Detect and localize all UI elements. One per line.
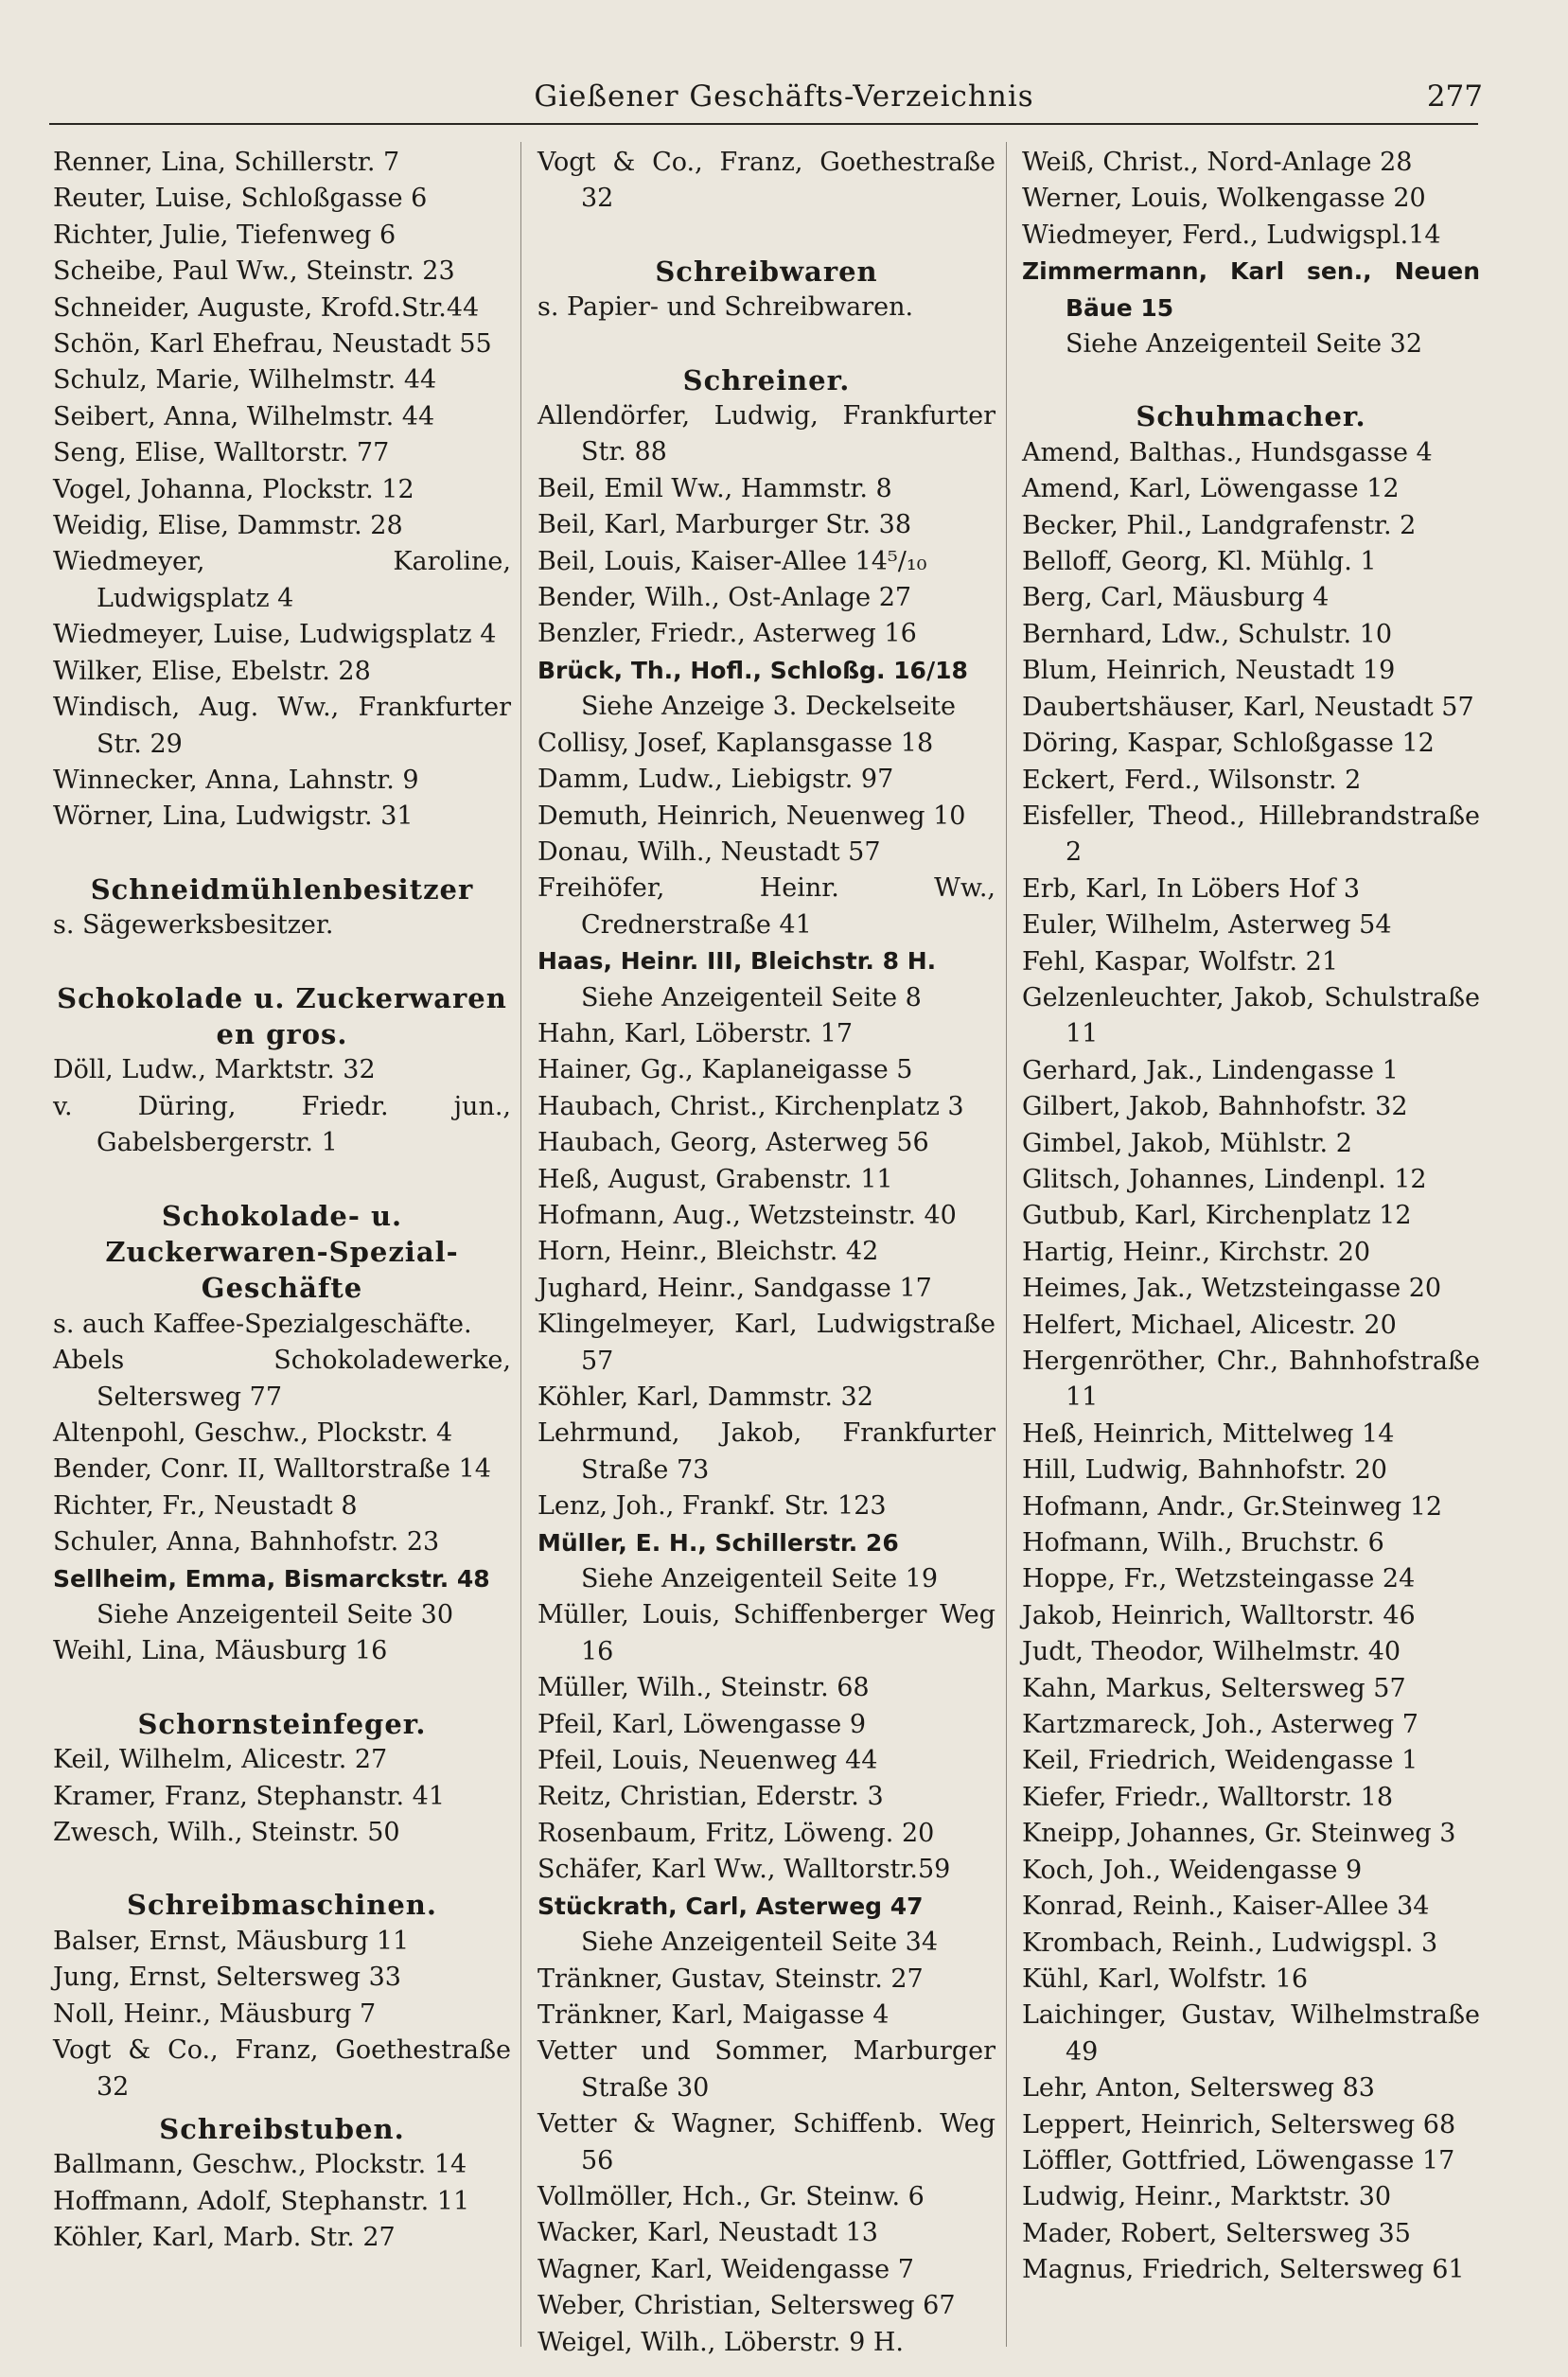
directory-entry: Hahn, Karl, Löberstr. 17 [537,1018,854,1048]
directory-entry: Wiedmeyer, Karoline, Ludwigsplatz 4 [53,547,511,613]
directory-entry: Köhler, Karl, Dammstr. 32 [537,1382,873,1412]
directory-entry: Euler, Wilhelm, Asterweg 54 [1022,910,1392,941]
cross-reference: s. Papier- und Schreibwaren. [537,292,914,323]
directory-entry: Donau, Wilh., Neustadt 57 [537,836,881,867]
directory-entry: Müller, Wilh., Steinstr. 68 [537,1673,870,1703]
directory-entry: Gutbub, Karl, Kirchenplatz 12 [1022,1201,1412,1231]
directory-entry: Lehrmund, Jakob, Frankfurter Straße 73 [537,1418,995,1485]
directory-entry: Zwesch, Wilh., Steinstr. 50 [53,1818,400,1848]
directory-entry: Berg, Carl, Mäusburg 4 [1022,583,1330,613]
directory-entry: Hofmann, Aug., Wetzsteinstr. 40 [537,1200,957,1230]
section-heading: Schokolade u. Zuckerwaren en gros. [57,981,507,1050]
directory-entry: Noll, Heinr., Mäusburg 7 [53,1998,377,2029]
directory-entry: Jung, Ernst, Seltersweg 33 [53,1963,401,1993]
directory-entry: Glitsch, Johannes, Lindenpl. 12 [1022,1164,1427,1194]
directory-entry: Abels Schokoladewerke, Seltersweg 77 [53,1346,511,1412]
directory-entry: Bender, Conr. II, Walltorstraße 14 [53,1454,491,1485]
section-heading: Schuhmacher. [1136,400,1366,433]
directory-entry: Blum, Heinrich, Neustadt 19 [1022,656,1396,686]
running-title: Gießener Geschäfts-Verzeichnis [534,79,1034,114]
advert-reference: Siehe Anzeigenteil Seite 32 [1066,329,1422,360]
directory-entry: Vogt & Co., Franz, Goethestraße 32 [537,148,995,214]
directory-entry: Amend, Balthas., Hundsgasse 4 [1022,437,1433,467]
directory-entry: Kühl, Karl, Wolfstr. 16 [1022,1963,1309,1994]
directory-entry: Kartzmareck, Joh., Asterweg 7 [1022,1710,1418,1740]
directory-entry: Tränkner, Karl, Maigasse 4 [537,1999,890,2030]
directory-entry: Heimes, Jak., Wetzsteingasse 20 [1022,1274,1442,1304]
directory-entry: Wiedmeyer, Luise, Ludwigsplatz 4 [53,620,497,650]
directory-entry: Renner, Lina, Schillerstr. 7 [53,148,400,177]
directory-entry: Seibert, Anna, Wilhelmstr. 44 [53,401,435,431]
directory-entry: Schneider, Auguste, Krofd.Str.44 [53,292,480,323]
directory-entry: Demuth, Heinrich, Neuenweg 10 [537,801,966,831]
directory-entry: Altenpohl, Geschw., Plockstr. 4 [53,1418,453,1448]
directory-entry: Koch, Joh., Weidengasse 9 [1022,1855,1363,1885]
directory-entry: Gimbel, Jakob, Mühlstr. 2 [1022,1128,1352,1158]
directory-entry: Hofmann, Wilh., Bruchstr. 6 [1022,1528,1384,1558]
directory-entry: Jakob, Heinrich, Walltorstr. 46 [1022,1600,1416,1630]
directory-entry: Hartig, Heinr., Kirchstr. 20 [1022,1237,1371,1267]
directory-entry: Kramer, Franz, Stephanstr. 41 [53,1781,446,1811]
directory-entry: Richter, Fr., Neustadt 8 [53,1490,358,1521]
directory-entry: Wiedmeyer, Ferd., Ludwigspl.14 [1022,220,1441,250]
directory-entry: Laichinger, Gustav, Wilhelmstraße 49 [1022,2000,1480,2067]
directory-entry: Bernhard, Ldw., Schulstr. 10 [1022,619,1393,649]
directory-entry: Collisy, Josef, Kaplansgasse 18 [537,728,934,758]
directory-entry: Bender, Wilh., Ost-Anlage 27 [537,583,912,613]
directory-entry: Döring, Kaspar, Schloßgasse 12 [1022,729,1435,759]
directory-entry: Schäfer, Karl Ww., Walltorstr.59 [537,1855,951,1885]
directory-entry: Hoppe, Fr., Wetzsteingasse 24 [1022,1564,1416,1594]
column-divider [520,142,521,2347]
directory-entry: Haubach, Christ., Kirchenplatz 3 [537,1091,964,1121]
directory-entry: Schuler, Anna, Bahnhofstr. 23 [53,1527,440,1558]
directory-entry: Ludwig, Heinr., Marktstr. 30 [1022,2182,1392,2212]
directory-entry: Erb, Karl, In Löbers Hof 3 [1022,873,1361,904]
directory-entry-highlighted: Haas, Heinr. III, Bleichstr. 8 H. [537,947,937,976]
directory-entry: Rosenbaum, Fritz, Löweng. 20 [537,1818,935,1848]
directory-entry: Schön, Karl Ehefrau, Neustadt 55 [53,329,492,360]
directory-entry: Pfeil, Louis, Neuenweg 44 [537,1746,878,1776]
header-rule [49,123,1478,125]
advert-reference: Siehe Anzeigenteil Seite 34 [581,1928,938,1958]
directory-entry: Benzler, Friedr., Asterweg 16 [537,619,917,649]
directory-entry: Jughard, Heinr., Sandgasse 17 [537,1273,932,1303]
advert-reference: Siehe Anzeigenteil Seite 8 [581,982,922,1012]
directory-entry: Horn, Heinr., Bleichstr. 42 [537,1237,879,1267]
directory-entry: Weihl, Lina, Mäusburg 16 [53,1636,388,1666]
directory-entry: Hainer, Gg., Kaplaneigasse 5 [537,1055,913,1085]
directory-entry: Windisch, Aug. Ww., Frankfurter Str. 29 [53,693,511,759]
directory-entry: Beil, Emil Ww., Hammstr. 8 [537,473,892,503]
directory-entry: Löffler, Gottfried, Löwengasse 17 [1022,2145,1455,2175]
page-number: 277 [1426,79,1483,114]
directory-entry: Werner, Louis, Wolkengasse 20 [1022,184,1426,214]
section-heading: Schreiner. [682,363,851,396]
directory-entry: Haubach, Georg, Asterweg 56 [537,1128,929,1158]
directory-entry: Wilker, Elise, Ebelstr. 28 [53,656,371,686]
directory-column-3 [1022,145,1480,2289]
cross-reference: s. auch Kaffee-Spezialgeschäfte. [53,1309,472,1339]
directory-entry: Leppert, Heinrich, Seltersweg 68 [1022,2109,1456,2139]
directory-entry: Döll, Ludw., Marktstr. 32 [53,1055,376,1085]
directory-entry: v. Düring, Friedr. jun., Gabelsbergerstr. 1 [53,1091,511,1158]
directory-entry: Vogt & Co., Franz, Goethestraße 32 [53,2035,511,2102]
column-divider [1006,142,1007,2347]
directory-entry-highlighted: Sellheim, Emma, Bismarckstr. 48 [53,1564,490,1593]
directory-entry: Tränkner, Gustav, Steinstr. 27 [537,1963,924,1994]
directory-entry: Beil, Karl, Marburger Str. 38 [537,510,912,540]
section-heading: Schokolade- u. Zuckerwaren-Spezial-Geschäfte [105,1199,459,1305]
directory-entry: Vetter & Wagner, Schiffenb. Weg 56 [537,2109,995,2175]
directory-entry: Keil, Friedrich, Weidengasse 1 [1022,1746,1418,1776]
directory-entry: Hill, Ludwig, Bahnhofstr. 20 [1022,1455,1387,1486]
directory-entry: Kahn, Markus, Seltersweg 57 [1022,1673,1406,1703]
directory-entry: Eckert, Ferd., Wilsonstr. 2 [1022,765,1362,795]
directory-entry-highlighted: Müller, E. H., Schillerstr. 26 [537,1528,899,1557]
directory-entry: Becker, Phil., Landgrafenstr. 2 [1022,510,1417,540]
directory-entry: Freihöfer, Heinr. Ww., Crednerstraße 41 [537,873,995,940]
directory-entry: Magnus, Friedrich, Seltersweg 61 [1022,2255,1465,2285]
directory-entry: Beil, Louis, Kaiser-Allee 14⁵/₁₀ [537,546,927,576]
section-heading: Schreibstuben. [159,2112,405,2145]
directory-entry: Gerhard, Jak., Lindengasse 1 [1022,1055,1399,1085]
directory-entry-highlighted: Brück, Th., Hofl., Schloßg. 16/18 [537,656,968,684]
advert-reference: Siehe Anzeigenteil Seite 19 [581,1564,938,1594]
directory-entry: Hergenröther, Chr., Bahnhofstraße 11 [1022,1347,1480,1413]
directory-entry: Eisfeller, Theod., Hillebrandstraße 2 [1022,801,1480,868]
directory-entry: Ballmann, Geschw., Plockstr. 14 [53,2150,467,2180]
directory-entry: Keil, Wilhelm, Alicestr. 27 [53,1745,388,1775]
directory-entry: Reitz, Christian, Ederstr. 3 [537,1782,884,1812]
directory-entry: Daubertshäuser, Karl, Neustadt 57 [1022,692,1474,722]
directory-entry: Gelzenleuchter, Jakob, Schulstraße 11 [1022,982,1480,1049]
directory-entry: Lehr, Anton, Seltersweg 83 [1022,2073,1375,2104]
section-heading: Schreibmaschinen. [127,1889,437,1922]
directory-entry: Krombach, Reinh., Ludwigspl. 3 [1022,1928,1438,1958]
section-heading: Schneidmühlenbesitzer [90,872,474,906]
directory-entry: Amend, Karl, Löwengasse 12 [1022,474,1400,504]
directory-entry: Wacker, Karl, Neustadt 13 [537,2218,878,2248]
directory-entry: Köhler, Karl, Marb. Str. 27 [53,2223,396,2253]
directory-entry: Richter, Julie, Tiefenweg 6 [53,220,396,250]
directory-entry: Wörner, Lina, Ludwigstr. 31 [53,801,414,832]
directory-entry: Weidig, Elise, Dammstr. 28 [53,511,403,541]
directory-entry: Weiß, Christ., Nord-Anlage 28 [1022,148,1413,177]
directory-entry: Winnecker, Anna, Lahnstr. 9 [53,765,419,795]
directory-entry: Schulz, Marie, Wilhelmstr. 44 [53,365,437,396]
directory-entry: Allendörfer, Ludwig, Frankfurter Str. 88 [537,401,995,467]
directory-entry: Hofmann, Andr., Gr.Steinweg 12 [1022,1491,1443,1522]
directory-column-2 [537,145,995,2361]
directory-entry: Hoffmann, Adolf, Stephanstr. 11 [53,2186,470,2216]
directory-entry: Heß, Heinrich, Mittelweg 14 [1022,1418,1395,1449]
directory-entry: Weber, Christian, Seltersweg 67 [537,2291,956,2321]
advert-reference: Siehe Anzeige 3. Deckelseite [581,692,956,722]
directory-entry: Reuter, Luise, Schloßgasse 6 [53,184,428,214]
directory-entry: Judt, Theodor, Wilhelmstr. 40 [1022,1637,1401,1667]
directory-entry: Weigel, Wilh., Löberstr. 9 H. [537,2327,904,2357]
directory-entry: Fehl, Kaspar, Wolfstr. 21 [1022,946,1339,977]
directory-entry: Damm, Ludw., Liebigstr. 97 [537,765,894,795]
directory-entry: Gilbert, Jakob, Bahnhofstr. 32 [1022,1092,1408,1122]
section-heading: Schornsteinfeger. [137,1707,427,1740]
directory-entry: Scheibe, Paul Ww., Steinstr. 23 [53,256,455,287]
directory-entry: Heß, August, Grabenstr. 11 [537,1164,893,1194]
directory-entry: Belloff, Georg, Kl. Mühlg. 1 [1022,547,1377,577]
running-head [0,78,1568,115]
directory-entry: Mader, Robert, Seltersweg 35 [1022,2218,1411,2248]
directory-entry: Kneipp, Johannes, Gr. Steinweg 3 [1022,1819,1456,1849]
cross-reference: s. Sägewerksbesitzer. [53,910,334,941]
directory-entry: Seng, Elise, Walltorstr. 77 [53,438,390,468]
directory-entry: Helfert, Michael, Alicestr. 20 [1022,1310,1397,1340]
directory-entry: Konrad, Reinh., Kaiser-Allee 34 [1022,1892,1430,1922]
directory-entry: Lenz, Joh., Frankf. Str. 123 [537,1491,887,1522]
directory-entry: Vollmöller, Hch., Gr. Steinw. 6 [537,2181,925,2211]
advert-reference: Siehe Anzeigenteil Seite 30 [97,1600,453,1630]
section-heading: Schreibwaren [655,255,878,288]
directory-entry-highlighted: Zimmermann, Karl sen., Neuen Bäue 15 [1022,257,1480,322]
directory-entry: Wagner, Karl, Weidengasse 7 [537,2254,914,2284]
directory-entry: Pfeil, Karl, Löwengasse 9 [537,1709,867,1739]
directory-entry: Müller, Louis, Schiffenberger Weg 16 [537,1600,995,1666]
directory-entry: Klingelmeyer, Karl, Ludwigstraße 57 [537,1310,995,1376]
directory-entry-highlighted: Stückrath, Carl, Asterweg 47 [537,1892,924,1920]
directory-column-1 [53,145,511,2257]
directory-entry: Vetter und Sommer, Marburger Straße 30 [537,2036,995,2103]
directory-entry: Balser, Ernst, Mäusburg 11 [53,1926,410,1956]
directory-entry: Kiefer, Friedr., Walltorstr. 18 [1022,1782,1394,1812]
directory-entry: Vogel, Johanna, Plockstr. 12 [53,474,414,504]
